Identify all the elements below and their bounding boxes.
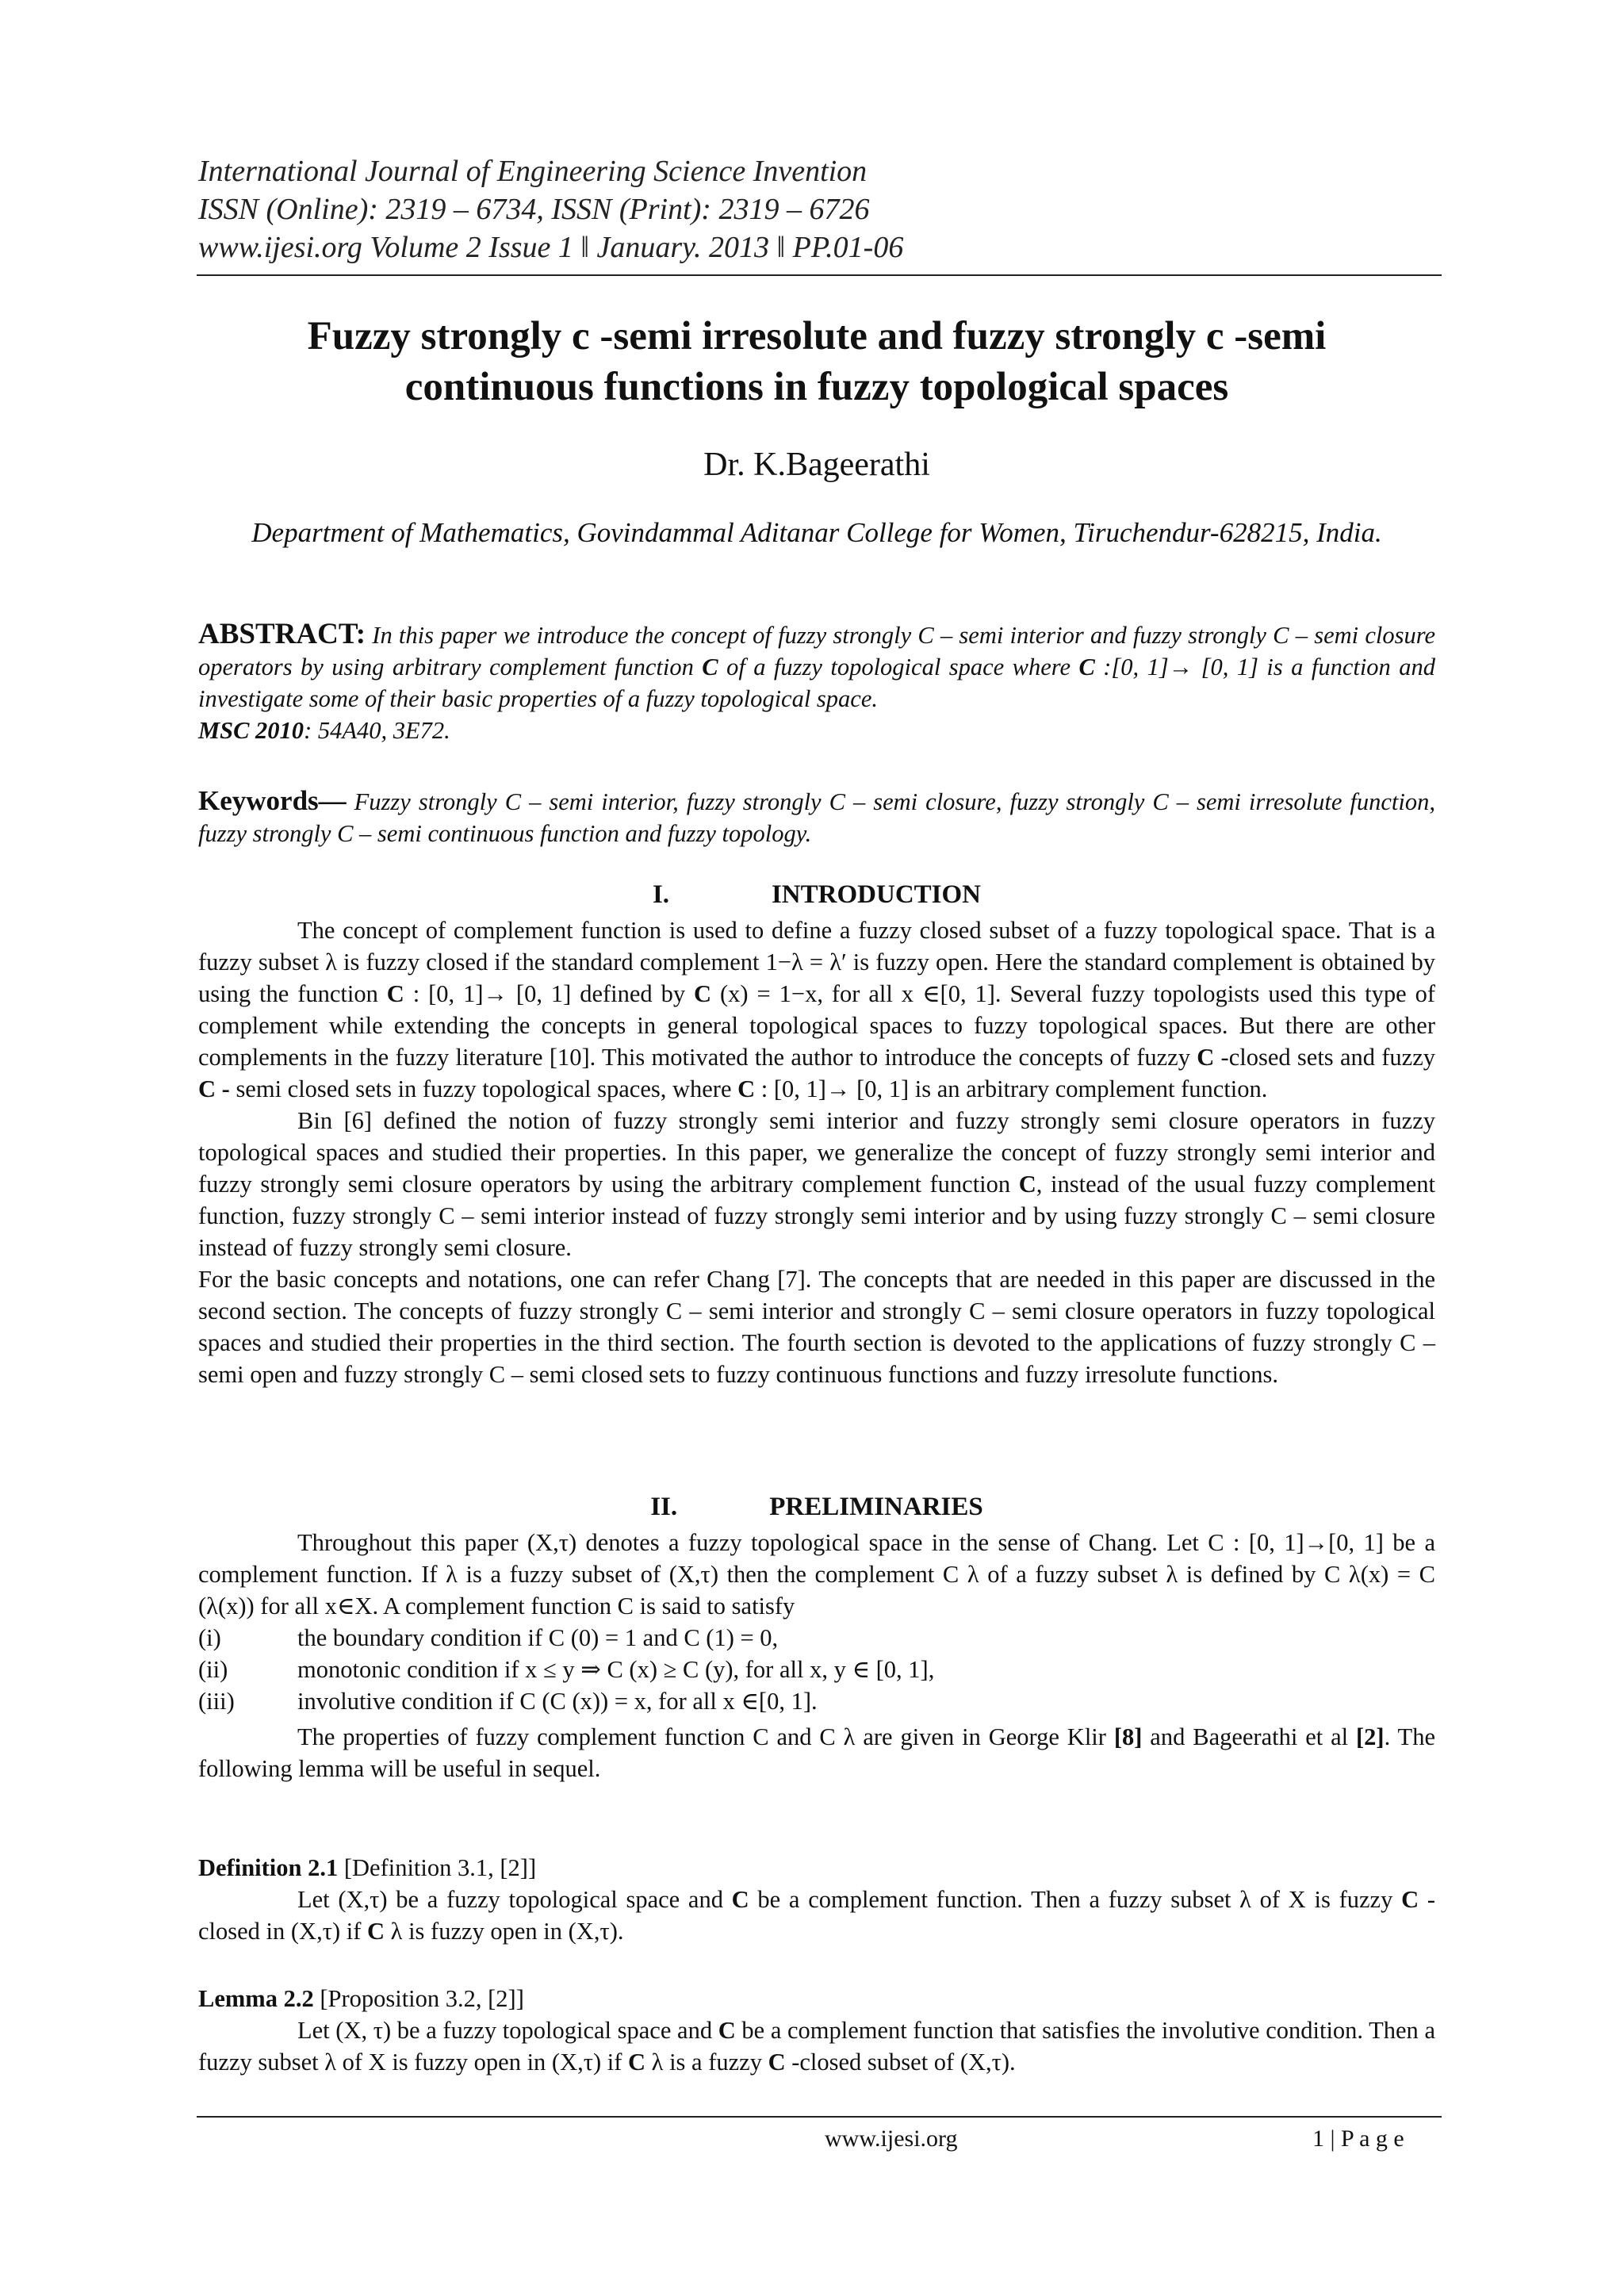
- keywords: [198, 785, 1435, 849]
- abstract: [198, 619, 1435, 746]
- abstract-c-symbol: C: [702, 654, 718, 680]
- footer-website: www.ijesi.org: [825, 2125, 958, 2152]
- abstract-text: of a fuzzy topological space where: [718, 654, 1079, 680]
- prelim-paragraph-1: Throughout this paper (X,τ) denotes a fuzzy topological space in the sense of Chang. Let C : [0, 1]→[0, 1] be a complement function. If λ is a fuzzy subset of (X,τ) then the complement C λ of a fuzzy subset λ is defined by C λ(x) = C (λ(x)) for all x∈X. A complement function C is said to satisfy: [198, 1529, 1435, 1619]
- journal-issn: ISSN (Online): 2319 – 6734, ISSN (Print): 2319 – 6726: [198, 193, 870, 226]
- journal-header: [198, 152, 1435, 266]
- keywords-label: Keywords—: [198, 785, 347, 816]
- footer-page-number: 1 | P a g e: [1312, 2125, 1404, 2152]
- abstract-text: :[0, 1]→ [0, 1] is a function and investigate some of their basic properties of a fuzzy topological space.: [198, 654, 1435, 712]
- section-heading-introduction: [198, 880, 1435, 910]
- lemma-2-2: Lemma 2.2 [Proposition 3.2, [2]] Let (X, τ) be a fuzzy topological space and C be a complement function that satisfies the involutive condition. Then a fuzzy subset λ of X is fuzzy open in (X,τ) if C λ is a fuzzy C -closed subset of (X,τ).: [198, 1985, 1435, 2076]
- condition-item: (ii) monotonic condition if x ≤ y ⇒ C (x) ≥ C (y), for all x, y ∈ [0, 1],: [198, 1656, 935, 1683]
- section-heading-preliminaries: [198, 1493, 1435, 1522]
- abstract-c-symbol: C: [1078, 654, 1095, 680]
- section-number: I.: [652, 880, 670, 909]
- prelim-paragraph-2: The properties of fuzzy complement function C and C λ are given in George Klir [8] and Bageerathi et al [2]. The following lemma will be useful in sequel.: [198, 1723, 1435, 1782]
- section-title: PRELIMINARIES: [769, 1493, 983, 1521]
- msc-value: : 54A40, 3E72.: [304, 717, 450, 744]
- section-title: INTRODUCTION: [771, 880, 982, 909]
- journal-name: International Journal of Engineering Science Invention: [198, 155, 868, 188]
- abstract-text: In this paper we introduce the concept of fuzzy strongly C – semi interior and fuzzy strongly C – semi closure operators by using arbitrary complement function: [198, 622, 1435, 680]
- definition-ref: [Definition 3.1, [2]]: [338, 1854, 537, 1881]
- introduction-body: [198, 914, 1435, 1390]
- msc-label: MSC 2010: [198, 717, 304, 744]
- intro-paragraph-2: Bin [6] defined the notion of fuzzy strongly semi interior and fuzzy strongly semi closure operators in fuzzy topological spaces and studied their properties. In this paper, we generalize the concept of fuzzy strongly semi interior and fuzzy strongly semi closure operators by using the arbitrary complement function C, instead of the usual fuzzy complement function, fuzzy strongly C – semi interior instead of fuzzy strongly semi interior and by using fuzzy strongly C – semi closure instead of fuzzy strongly semi closure.: [198, 1107, 1435, 1261]
- preliminaries-body: [198, 1527, 1435, 1717]
- definition-label: Definition 2.1: [198, 1854, 339, 1881]
- intro-paragraph-3: For the basic concepts and notations, one can refer Chang [7]. The concepts that are needed in this paper are discussed in the second section. The concepts of fuzzy strongly C – semi interior and strongly C – semi closure operators in fuzzy topological spaces and studied their properties in the third section. The fourth section is devoted to the applications of fuzzy strongly C – semi open and fuzzy strongly C – semi closed sets to fuzzy continuous functions and fuzzy irresolute functions.: [198, 1266, 1435, 1388]
- author: Dr. K.Bageerathi: [703, 447, 930, 483]
- footer-divider: [197, 2116, 1442, 2118]
- lemma-label: Lemma 2.2: [198, 1985, 314, 2012]
- journal-volume: www.ijesi.org Volume 2 Issue 1 ǁ January. 2013 ǁ PP.01-06: [198, 231, 904, 264]
- definition-2-1: Definition 2.1 [Definition 3.1, [2]] Let (X,τ) be a fuzzy topological space and C be a complement function. Then a fuzzy subset λ of X is fuzzy C -closed in (X,τ) if C λ is fuzzy open in (X,τ).: [198, 1854, 1435, 1945]
- title-line-1: Fuzzy strongly c -semi irresolute and fuzzy strongly c -semi: [307, 314, 1327, 358]
- title-line-2: continuous functions in fuzzy topological spaces: [404, 365, 1229, 409]
- keywords-text: Fuzzy strongly C – semi interior, fuzzy strongly C – semi closure, fuzzy strongly C – semi irresolute function, fuzzy strongly C – semi continuous function and fuzzy topology.: [198, 788, 1435, 847]
- header-divider: [197, 274, 1442, 276]
- intro-paragraph-1: The concept of complement function is used to define a fuzzy closed subset of a fuzzy topological space. That is a fuzzy subset λ is fuzzy closed if the standard complement 1−λ = λ′ is fuzzy open. Here the standard complement is obtained by using the function C : [0, 1]→ [0, 1] defined by C (x) = 1−x, for all x ∈[0, 1]. Several fuzzy topologists used this type of complement while extending the concepts in general topological spaces to fuzzy topological spaces. But there are other complements in the fuzzy literature [10]. This motivated the author to introduce the concepts of fuzzy C -closed sets and fuzzy C - semi closed sets in fuzzy topological spaces, where C : [0, 1]→ [0, 1] is an arbitrary complement function.: [198, 917, 1435, 1102]
- condition-item: (i) the boundary condition if C (0) = 1 and C (1) = 0,: [198, 1624, 779, 1651]
- paper-title: [198, 311, 1435, 412]
- section-number: II.: [650, 1493, 678, 1521]
- lemma-ref: [Proposition 3.2, [2]]: [313, 1985, 524, 2012]
- condition-item: (iii) involutive condition if C (C (x)) = x, for all x ∈[0, 1].: [198, 1688, 818, 1715]
- affiliation: Department of Mathematics, Govindammal Aditanar College for Women, Tiruchendur-628215, India.: [251, 517, 1382, 548]
- abstract-label: ABSTRACT:: [198, 618, 366, 650]
